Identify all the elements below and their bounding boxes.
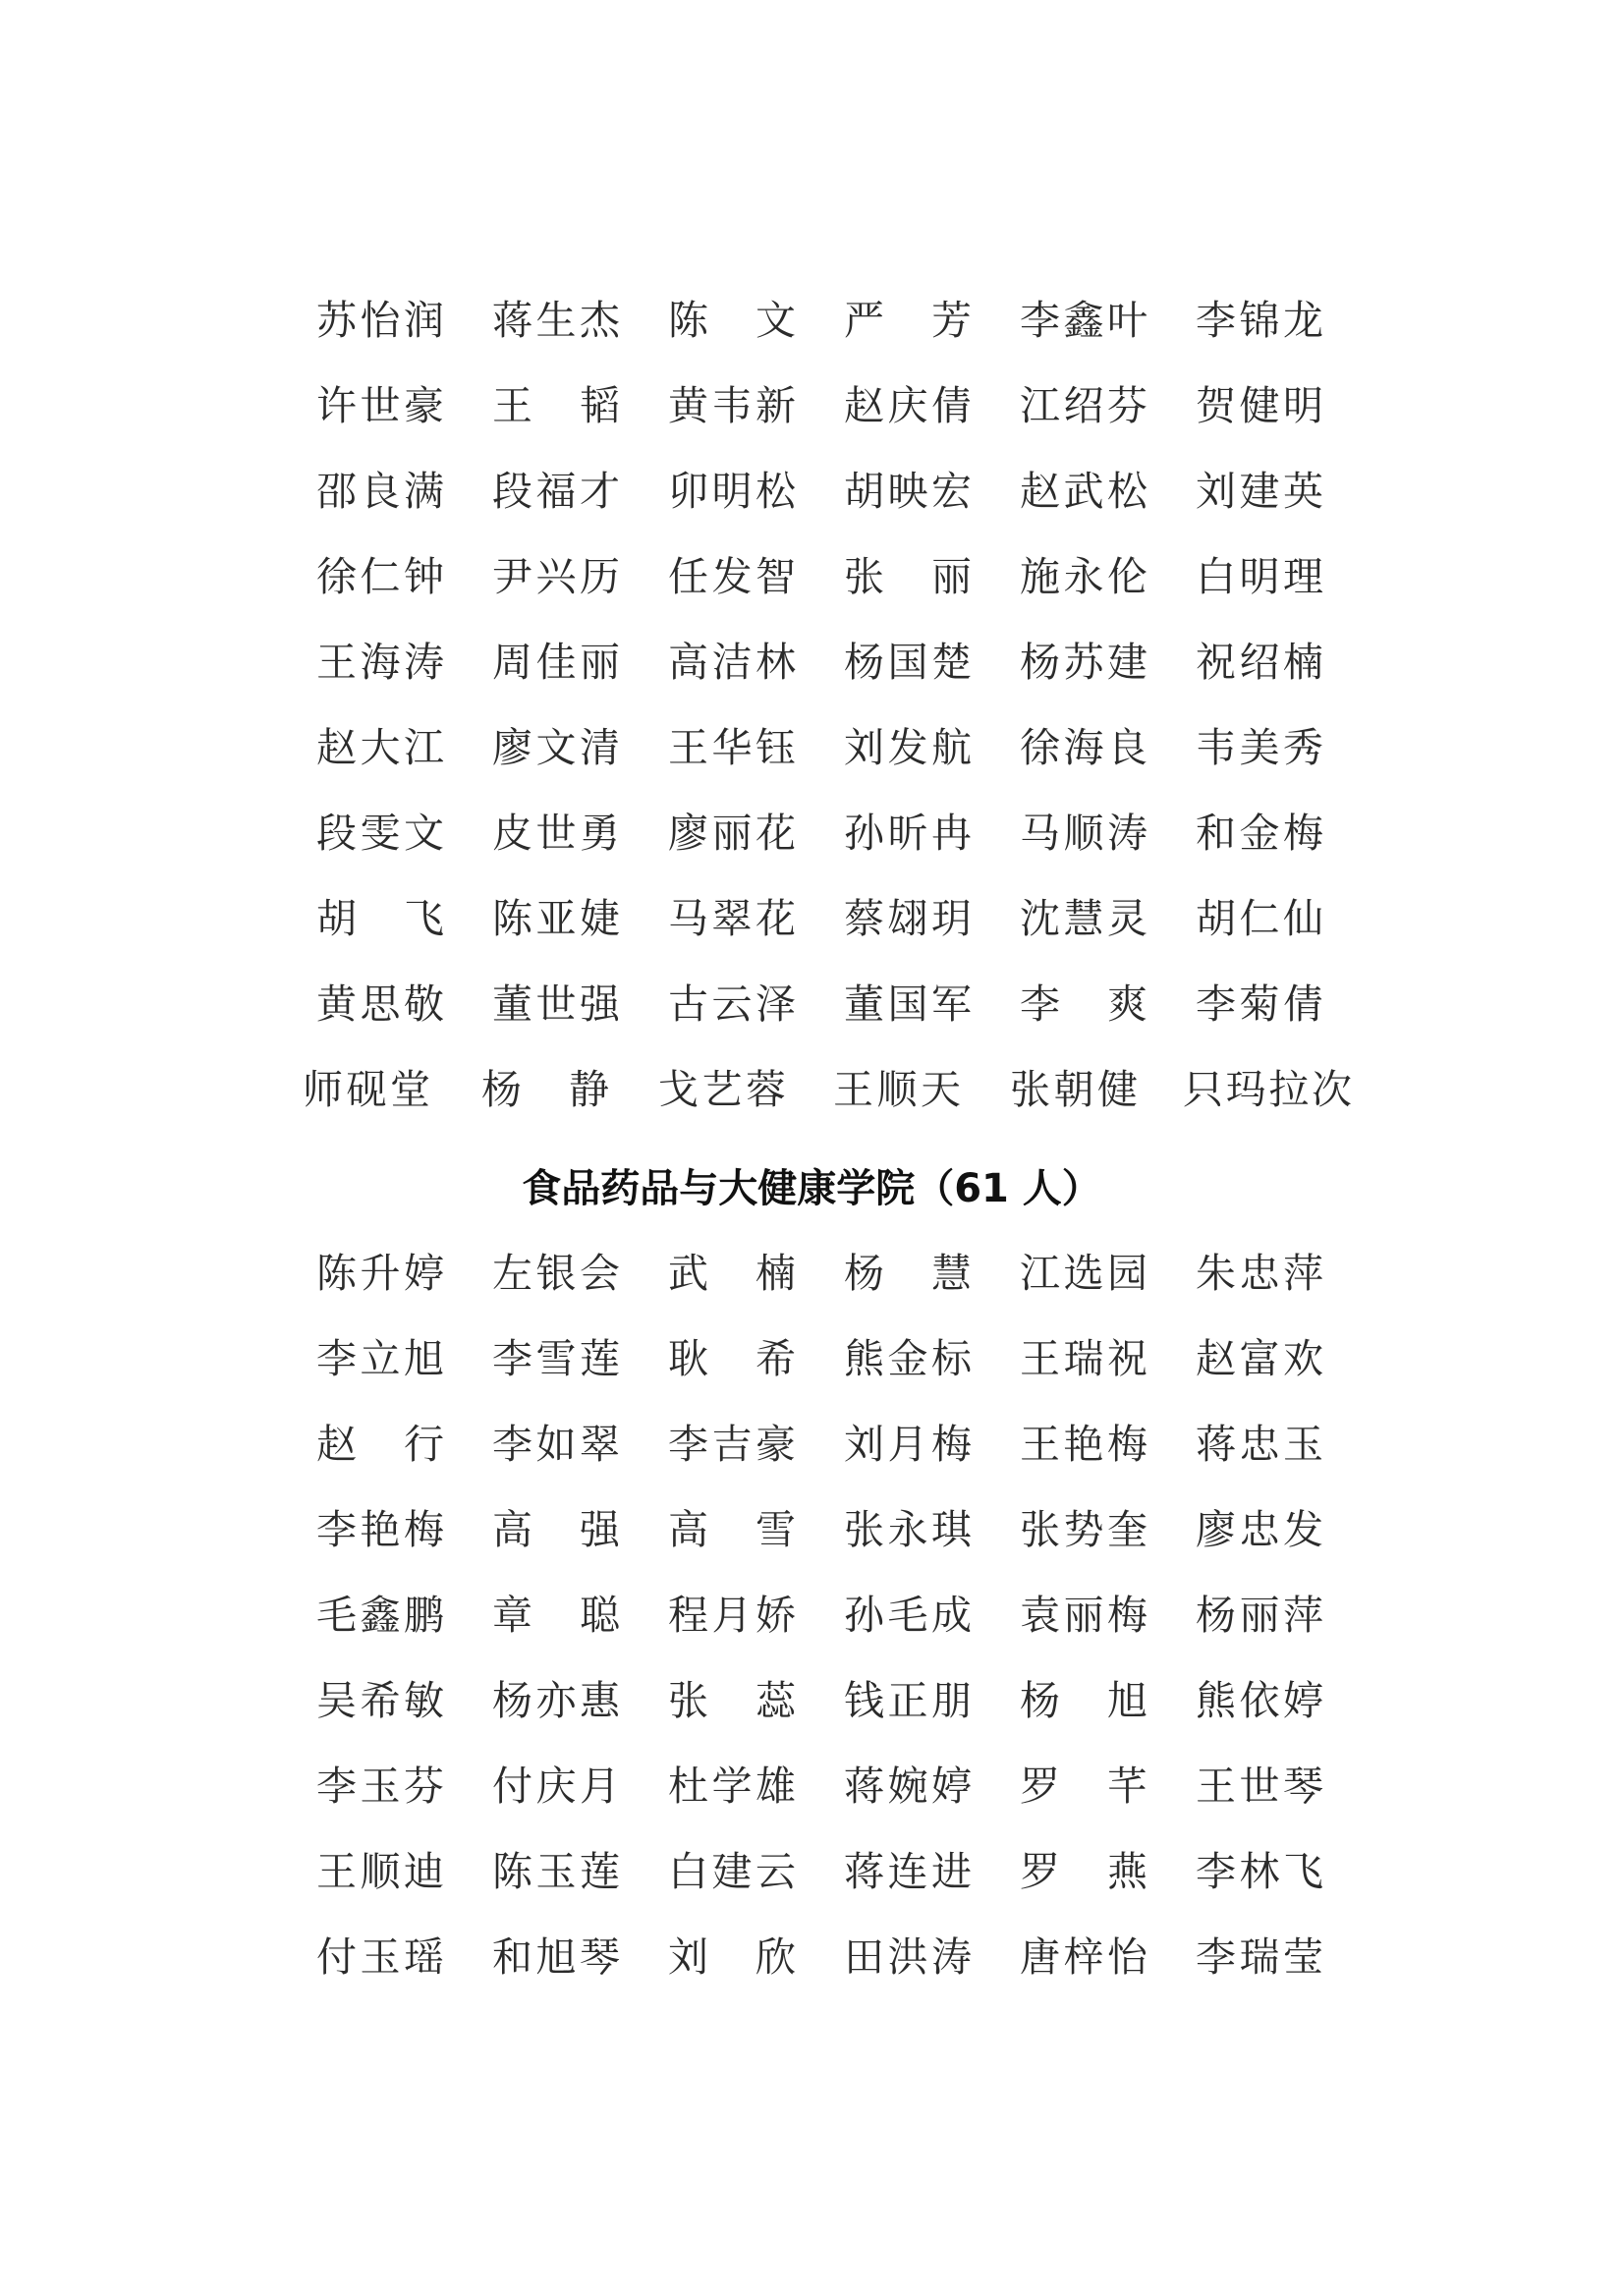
person-name: 马 顺 涛: [1020, 810, 1147, 857]
person-name: 王 顺 迪: [316, 1848, 444, 1895]
person-name: 张 永 琪: [844, 1506, 972, 1553]
person-name: 李 菊 倩: [1196, 980, 1323, 1028]
person-name: 赵 庆 倩: [844, 382, 972, 429]
person-name: 祝 绍 楠: [1196, 639, 1323, 686]
person-name: 任 发 智: [668, 553, 796, 600]
person-name: 杨 亦 惠: [492, 1677, 620, 1724]
person-name: 李 雪 莲: [492, 1335, 620, 1382]
person-name: 杜 学 雄: [668, 1763, 796, 1810]
person-name: 董 世 强: [492, 980, 620, 1028]
person-name: 杨 旭: [1020, 1677, 1147, 1724]
name-row: [0, 1060, 1623, 1146]
person-name: 赵 武 松: [1020, 468, 1147, 515]
person-name: 尹 兴 历: [492, 553, 620, 600]
name-row: [0, 1329, 1623, 1415]
person-name: 熊 依 婷: [1196, 1677, 1323, 1724]
person-name: 只 玛 拉 次: [1183, 1066, 1352, 1113]
person-name: 师 砚 堂: [303, 1066, 430, 1113]
person-name: 徐 仁 钟: [316, 553, 444, 600]
person-name: 陈 文: [668, 297, 796, 344]
person-name: 陈 玉 莲: [492, 1848, 620, 1895]
person-name: 程 月 娇: [668, 1592, 796, 1639]
person-name: 刘 建 英: [1196, 468, 1323, 515]
person-name: 李 林 飞: [1196, 1848, 1323, 1895]
person-name: 罗 燕: [1020, 1848, 1147, 1895]
person-name: 付 庆 月: [492, 1763, 620, 1810]
name-row: [0, 718, 1623, 804]
person-name: 徐 海 良: [1020, 724, 1147, 771]
name-row: [0, 1671, 1623, 1757]
name-row: [0, 462, 1623, 547]
person-name: 沈 慧 灵: [1020, 895, 1147, 942]
person-name: 蔡 翃 玥: [844, 895, 972, 942]
name-row: [0, 1842, 1623, 1928]
person-name: 张 蕊: [668, 1677, 796, 1724]
person-name: 王 世 琴: [1196, 1763, 1323, 1810]
person-name: 白 建 云: [668, 1848, 796, 1895]
person-name: 杨 慧: [844, 1250, 972, 1297]
person-name: 李 如 翠: [492, 1421, 620, 1468]
person-name: 吴 希 敏: [316, 1677, 444, 1724]
person-name: 廖 文 清: [492, 724, 620, 771]
name-row: [0, 889, 1623, 975]
person-name: 蒋 连 进: [844, 1848, 972, 1895]
person-name: 李 爽: [1020, 980, 1147, 1028]
person-name: 田 洪 涛: [844, 1933, 972, 1981]
person-name: 左 银 会: [492, 1250, 620, 1297]
name-row: [0, 1244, 1623, 1329]
person-name: 唐 梓 怡: [1020, 1933, 1147, 1981]
person-name: 胡 映 宏: [844, 468, 972, 515]
person-name: 韦 美 秀: [1196, 724, 1323, 771]
name-row: [0, 1928, 1623, 2013]
person-name: 贺 健 明: [1196, 382, 1323, 429]
person-name: 赵 富 欢: [1196, 1335, 1323, 1382]
name-row: [0, 633, 1623, 718]
person-name: 刘 欣: [668, 1933, 796, 1981]
person-name: 邵 良 满: [316, 468, 444, 515]
person-name: 江 选 园: [1020, 1250, 1147, 1297]
person-name: 白 明 理: [1196, 553, 1323, 600]
name-row: [0, 804, 1623, 889]
name-row: [0, 547, 1623, 633]
person-name: 张 丽: [844, 553, 972, 600]
person-name: 苏 怡 润: [316, 297, 444, 344]
person-name: 耿 希: [668, 1335, 796, 1382]
person-name: 付 玉 瑶: [316, 1933, 444, 1981]
person-name: 李 锦 龙: [1196, 297, 1323, 344]
person-name: 胡 仁 仙: [1196, 895, 1323, 942]
person-name: 高 洁 林: [668, 639, 796, 686]
person-name: 杨 丽 萍: [1196, 1592, 1323, 1639]
person-name: 杨 苏 建: [1020, 639, 1147, 686]
person-name: 黄 韦 新: [668, 382, 796, 429]
person-name: 古 云 泽: [668, 980, 796, 1028]
person-name: 廖 忠 发: [1196, 1506, 1323, 1553]
person-name: 杨 静: [481, 1066, 609, 1113]
person-name: 杨 国 楚: [844, 639, 972, 686]
person-name: 刘 月 梅: [844, 1421, 972, 1468]
person-name: 马 翠 花: [668, 895, 796, 942]
person-name: 高 强: [492, 1506, 620, 1553]
name-list-top: [0, 291, 1623, 1146]
person-name: 李 鑫 叶: [1020, 297, 1147, 344]
person-name: 李 瑞 莹: [1196, 1933, 1323, 1981]
person-name: 张 朝 健: [1010, 1066, 1138, 1113]
person-name: 王 华 钰: [668, 724, 796, 771]
person-name: 李 艳 梅: [316, 1506, 444, 1553]
person-name: 熊 金 标: [844, 1335, 972, 1382]
name-row: [0, 291, 1623, 376]
person-name: 赵 大 江: [316, 724, 444, 771]
person-name: 王 海 涛: [316, 639, 444, 686]
person-name: 段 福 才: [492, 468, 620, 515]
person-name: 江 绍 芬: [1020, 382, 1147, 429]
person-name: 张 势 奎: [1020, 1506, 1147, 1553]
person-name: 高 雪: [668, 1506, 796, 1553]
person-name: 王 艳 梅: [1020, 1421, 1147, 1468]
person-name: 蒋 婉 婷: [844, 1763, 972, 1810]
name-row: [0, 1415, 1623, 1500]
person-name: 施 永 伦: [1020, 553, 1147, 600]
name-row: [0, 975, 1623, 1060]
person-name: 胡 飞: [316, 895, 444, 942]
name-list-bottom: [0, 1244, 1623, 2013]
person-name: 王 顺 天: [833, 1066, 961, 1113]
person-name: 刘 发 航: [844, 724, 972, 771]
person-name: 赵 行: [316, 1421, 444, 1468]
person-name: 孙 昕 冉: [844, 810, 972, 857]
person-name: 戈 艺 蓉: [658, 1066, 786, 1113]
person-name: 袁 丽 梅: [1020, 1592, 1147, 1639]
name-row: [0, 1757, 1623, 1842]
person-name: 严 芳: [844, 297, 972, 344]
person-name: 罗 芊: [1020, 1763, 1147, 1810]
person-name: 陈 升 婷: [316, 1250, 444, 1297]
section-heading: 食品药品与大健康学院（61 人）: [522, 1166, 1101, 1211]
name-row: [0, 376, 1623, 462]
person-name: 钱 正 朋: [844, 1677, 972, 1724]
person-name: 许 世 豪: [316, 382, 444, 429]
person-name: 李 玉 芬: [316, 1763, 444, 1810]
person-name: 蒋 忠 玉: [1196, 1421, 1323, 1468]
person-name: 黄 思 敬: [316, 980, 444, 1028]
person-name: 王 瑞 祝: [1020, 1335, 1147, 1382]
person-name: 武 楠: [668, 1250, 796, 1297]
person-name: 李 吉 豪: [668, 1421, 796, 1468]
person-name: 和 金 梅: [1196, 810, 1323, 857]
person-name: 王 韬: [492, 382, 620, 429]
person-name: 陈 亚 婕: [492, 895, 620, 942]
name-row: [0, 1586, 1623, 1671]
person-name: 毛 鑫 鹏: [316, 1592, 444, 1639]
person-name: 廖 丽 花: [668, 810, 796, 857]
person-name: 朱 忠 萍: [1196, 1250, 1323, 1297]
person-name: 段 雯 文: [316, 810, 444, 857]
person-name: 董 国 军: [844, 980, 972, 1028]
person-name: 皮 世 勇: [492, 810, 620, 857]
person-name: 章 聪: [492, 1592, 620, 1639]
person-name: 蒋 生 杰: [492, 297, 620, 344]
person-name: 和 旭 琴: [492, 1933, 620, 1981]
name-row: [0, 1500, 1623, 1586]
person-name: 卯 明 松: [668, 468, 796, 515]
person-name: 孙 毛 成: [844, 1592, 972, 1639]
person-name: 李 立 旭: [316, 1335, 444, 1382]
person-name: 周 佳 丽: [492, 639, 620, 686]
